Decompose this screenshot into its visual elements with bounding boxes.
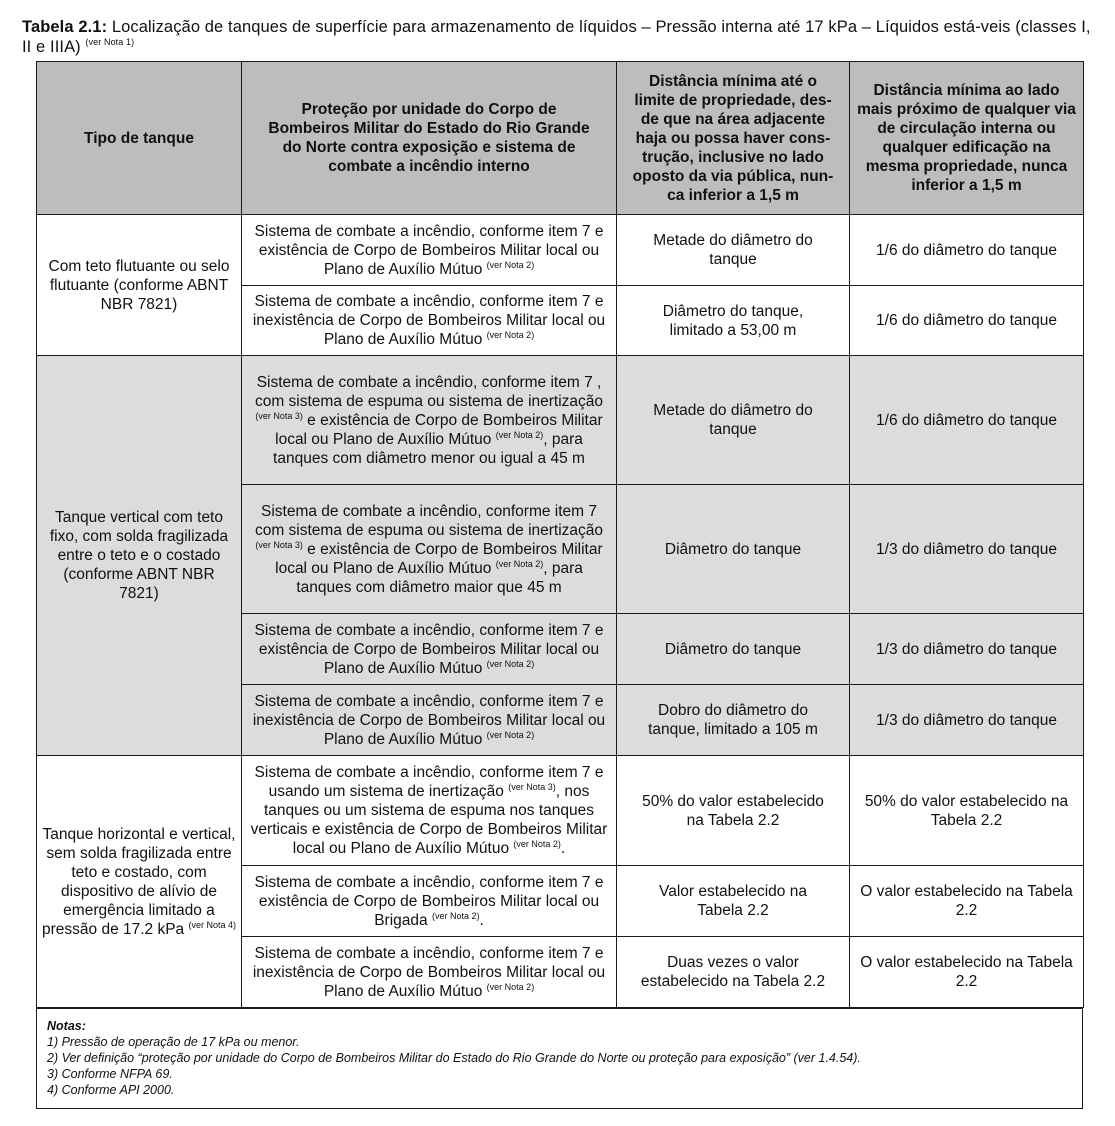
- distance-property-limit-cell: Dobro do diâmetro do tanque, limitado a 105 m: [617, 685, 850, 756]
- table-row: [37, 356, 1084, 485]
- protection-text: e existência de Corpo de Bombeiros Militar local ou Plano de Auxílio Mútuo: [275, 540, 603, 577]
- protection-text: , nos tanques ou um sistema de espuma nos tanques verticais e existência de Corpo de Bombeiros Militar local ou Plano de Auxílio Mútuo: [250, 783, 608, 857]
- distance-internal-road-cell: 1/6 do diâmetro do tanque: [850, 215, 1084, 286]
- tank-type-cell: [37, 756, 242, 1008]
- protection-cell: [242, 756, 617, 866]
- note-reference: (ver Nota 2): [431, 910, 480, 921]
- protection-cell: [242, 215, 617, 286]
- protection-cell: [242, 614, 617, 685]
- protection-text: Sistema de combate a incêndio, conforme item 7 e usando um sistema de inertização: [254, 764, 604, 800]
- note-reference: (ver Nota 3): [508, 782, 556, 792]
- protection-text: Sistema de combate a incêndio, conforme item 7 e inexistência de Corpo de Bombeiros Militar local ou Plano de Auxílio Mútuo: [252, 293, 606, 348]
- tank-type-text: Tanque vertical com teto fixo, com solda fragilizada entre o teto e o costado (conforme ABNT NBR 7821): [49, 509, 229, 602]
- table-caption: [22, 17, 1092, 57]
- distance-property-limit-cell: Diâmetro do tanque: [617, 485, 850, 614]
- distance-property-limit-cell: Duas vezes o valor estabelecido na Tabela 2.2: [617, 937, 850, 1008]
- protection-cell: [242, 937, 617, 1008]
- distance-internal-road-cell: 1/3 do diâmetro do tanque: [850, 614, 1084, 685]
- table-row: [37, 756, 1084, 866]
- table-body: [37, 215, 1084, 1008]
- header-distance-internal-road: Distância mínima ao lado mais próximo de qualquer via de circulação interna ou qualquer edificação na mesma propriedade, nunca inferior a 1,5 m: [850, 62, 1084, 215]
- protection-cell: [242, 286, 617, 356]
- caption-label: Tabela 2.1:: [22, 18, 108, 36]
- note-item: 3) Conforme NFPA 69.: [47, 1067, 173, 1081]
- table-row: [37, 215, 1084, 286]
- protection-text: e existência de Corpo de Bombeiros Militar local ou Plano de Auxílio Mútuo: [275, 411, 603, 448]
- protection-text: Sistema de combate a incêndio, conforme item 7 , com sistema de espuma ou sistema de inertização: [254, 373, 604, 410]
- distance-property-limit-cell: Valor estabelecido na Tabela 2.2: [617, 866, 850, 937]
- note-reference: (ver Nota 2): [513, 839, 561, 849]
- header-row: [37, 62, 1084, 215]
- tank-type-text: Com teto flutuante ou selo flutuante (conforme ABNT NBR 7821): [48, 257, 230, 313]
- note-reference: (ver Nota 2): [486, 729, 535, 740]
- protection-text: Sistema de combate a incêndio, conforme item 7 com sistema de espuma ou sistema de inertização: [254, 502, 604, 539]
- protection-cell: [242, 356, 617, 485]
- protection-text: Sistema de combate a incêndio, conforme item 7 e existência de Corpo de Bombeiros Militar local ou Plano de Auxílio Mútuo: [254, 222, 604, 278]
- note-reference: (ver Nota 3): [255, 410, 303, 421]
- caption-text: Localização de tanques de superfície para armazenamento de líquidos – Pressão interna até 17 kPa – Líquidos está-veis (classes I, II e IIIA): [22, 18, 1091, 56]
- protection-text: Sistema de combate a incêndio, conforme item 7 e existência de Corpo de Bombeiros Militar local ou Plano de Auxílio Mútuo: [254, 621, 604, 677]
- note-reference: (ver Nota 2): [495, 429, 544, 440]
- note-reference: (ver Nota 2): [486, 330, 535, 340]
- note-reference: (ver Nota 2): [486, 259, 535, 270]
- caption-note-ref: (ver Nota 1): [85, 37, 135, 47]
- distance-internal-road-cell: 50% do valor estabelecido na Tabela 2.2: [850, 756, 1084, 866]
- protection-text: Sistema de combate a incêndio, conforme item 7 e inexistência de Corpo de Bombeiros Militar local ou Plano de Auxílio Mútuo: [252, 692, 606, 748]
- distance-internal-road-cell: O valor estabelecido na Tabela 2.2: [850, 937, 1084, 1008]
- distance-internal-road-cell: 1/3 do diâmetro do tanque: [850, 685, 1084, 756]
- note-reference: (ver Nota 2): [495, 558, 544, 569]
- distance-property-limit-cell: Diâmetro do tanque, limitado a 53,00 m: [617, 286, 850, 356]
- tank-type-text: Tanque horizontal e vertical, sem solda fragilizada entre teto e costado, com dispositivo de alívio de emergência limitado a pressão de 17.2 kPa: [42, 825, 236, 938]
- protection-text: Sistema de combate a incêndio, conforme item 7 e existência de Corpo de Bombeiros Militar local ou Brigada: [254, 873, 604, 929]
- note-item: 4) Conforme API 2000.: [47, 1083, 175, 1097]
- tank-type-cell: [37, 356, 242, 756]
- note-reference: (ver Nota 2): [486, 981, 535, 992]
- note-reference: (ver Nota 4): [188, 919, 237, 930]
- distance-internal-road-cell: 1/3 do diâmetro do tanque: [850, 485, 1084, 614]
- distance-internal-road-cell: 1/6 do diâmetro do tanque: [850, 356, 1084, 485]
- note-reference: (ver Nota 3): [255, 539, 303, 550]
- tank-location-table: [36, 61, 1084, 1008]
- notes-title: Notas:: [47, 1019, 86, 1033]
- distance-property-limit-cell: Diâmetro do tanque: [617, 614, 850, 685]
- distance-property-limit-cell: 50% do valor estabelecido na Tabela 2.2: [617, 756, 850, 866]
- note-item: 2) Ver definição “proteção por unidade do Corpo de Bombeiros Militar do Estado do Rio Grande do Norte ou proteção para exposição” (ver 1.4.54).: [47, 1051, 861, 1065]
- protection-cell: [242, 866, 617, 937]
- distance-internal-road-cell: O valor estabelecido na Tabela 2.2: [850, 866, 1084, 937]
- note-item: 1) Pressão de operação de 17 kPa ou menor.: [47, 1035, 300, 1049]
- header-protection: Proteção por unidade do Corpo de Bombeiros Militar do Estado do Rio Grande do Norte contra exposição e sistema de combate a incêndio interno: [242, 62, 617, 215]
- protection-text: .: [479, 911, 484, 929]
- protection-cell: [242, 685, 617, 756]
- notes-box: [36, 1008, 1083, 1109]
- tank-type-cell: [37, 215, 242, 356]
- header-tank-type: Tipo de tanque: [37, 62, 242, 215]
- protection-text: , para tanques com diâmetro menor ou igual a 45 m: [273, 430, 585, 467]
- protection-text: , para tanques com diâmetro maior que 45 m: [296, 559, 583, 596]
- distance-property-limit-cell: Metade do diâmetro do tanque: [617, 215, 850, 286]
- distance-property-limit-cell: Metade do diâmetro do tanque: [617, 356, 850, 485]
- protection-cell: [242, 485, 617, 614]
- note-reference: (ver Nota 2): [486, 658, 535, 669]
- distance-internal-road-cell: 1/6 do diâmetro do tanque: [850, 286, 1084, 356]
- protection-text: Sistema de combate a incêndio, conforme item 7 e inexistência de Corpo de Bombeiros Militar local ou Plano de Auxílio Mútuo: [252, 944, 606, 1000]
- protection-text: .: [560, 840, 566, 857]
- header-distance-property-limit: Distância mínima até o limite de propriedade, des-de que na área adjacente haja ou possa haver cons-trução, inclusive no lado oposto da via pública, nun-ca inferior a 1,5 m: [617, 62, 850, 215]
